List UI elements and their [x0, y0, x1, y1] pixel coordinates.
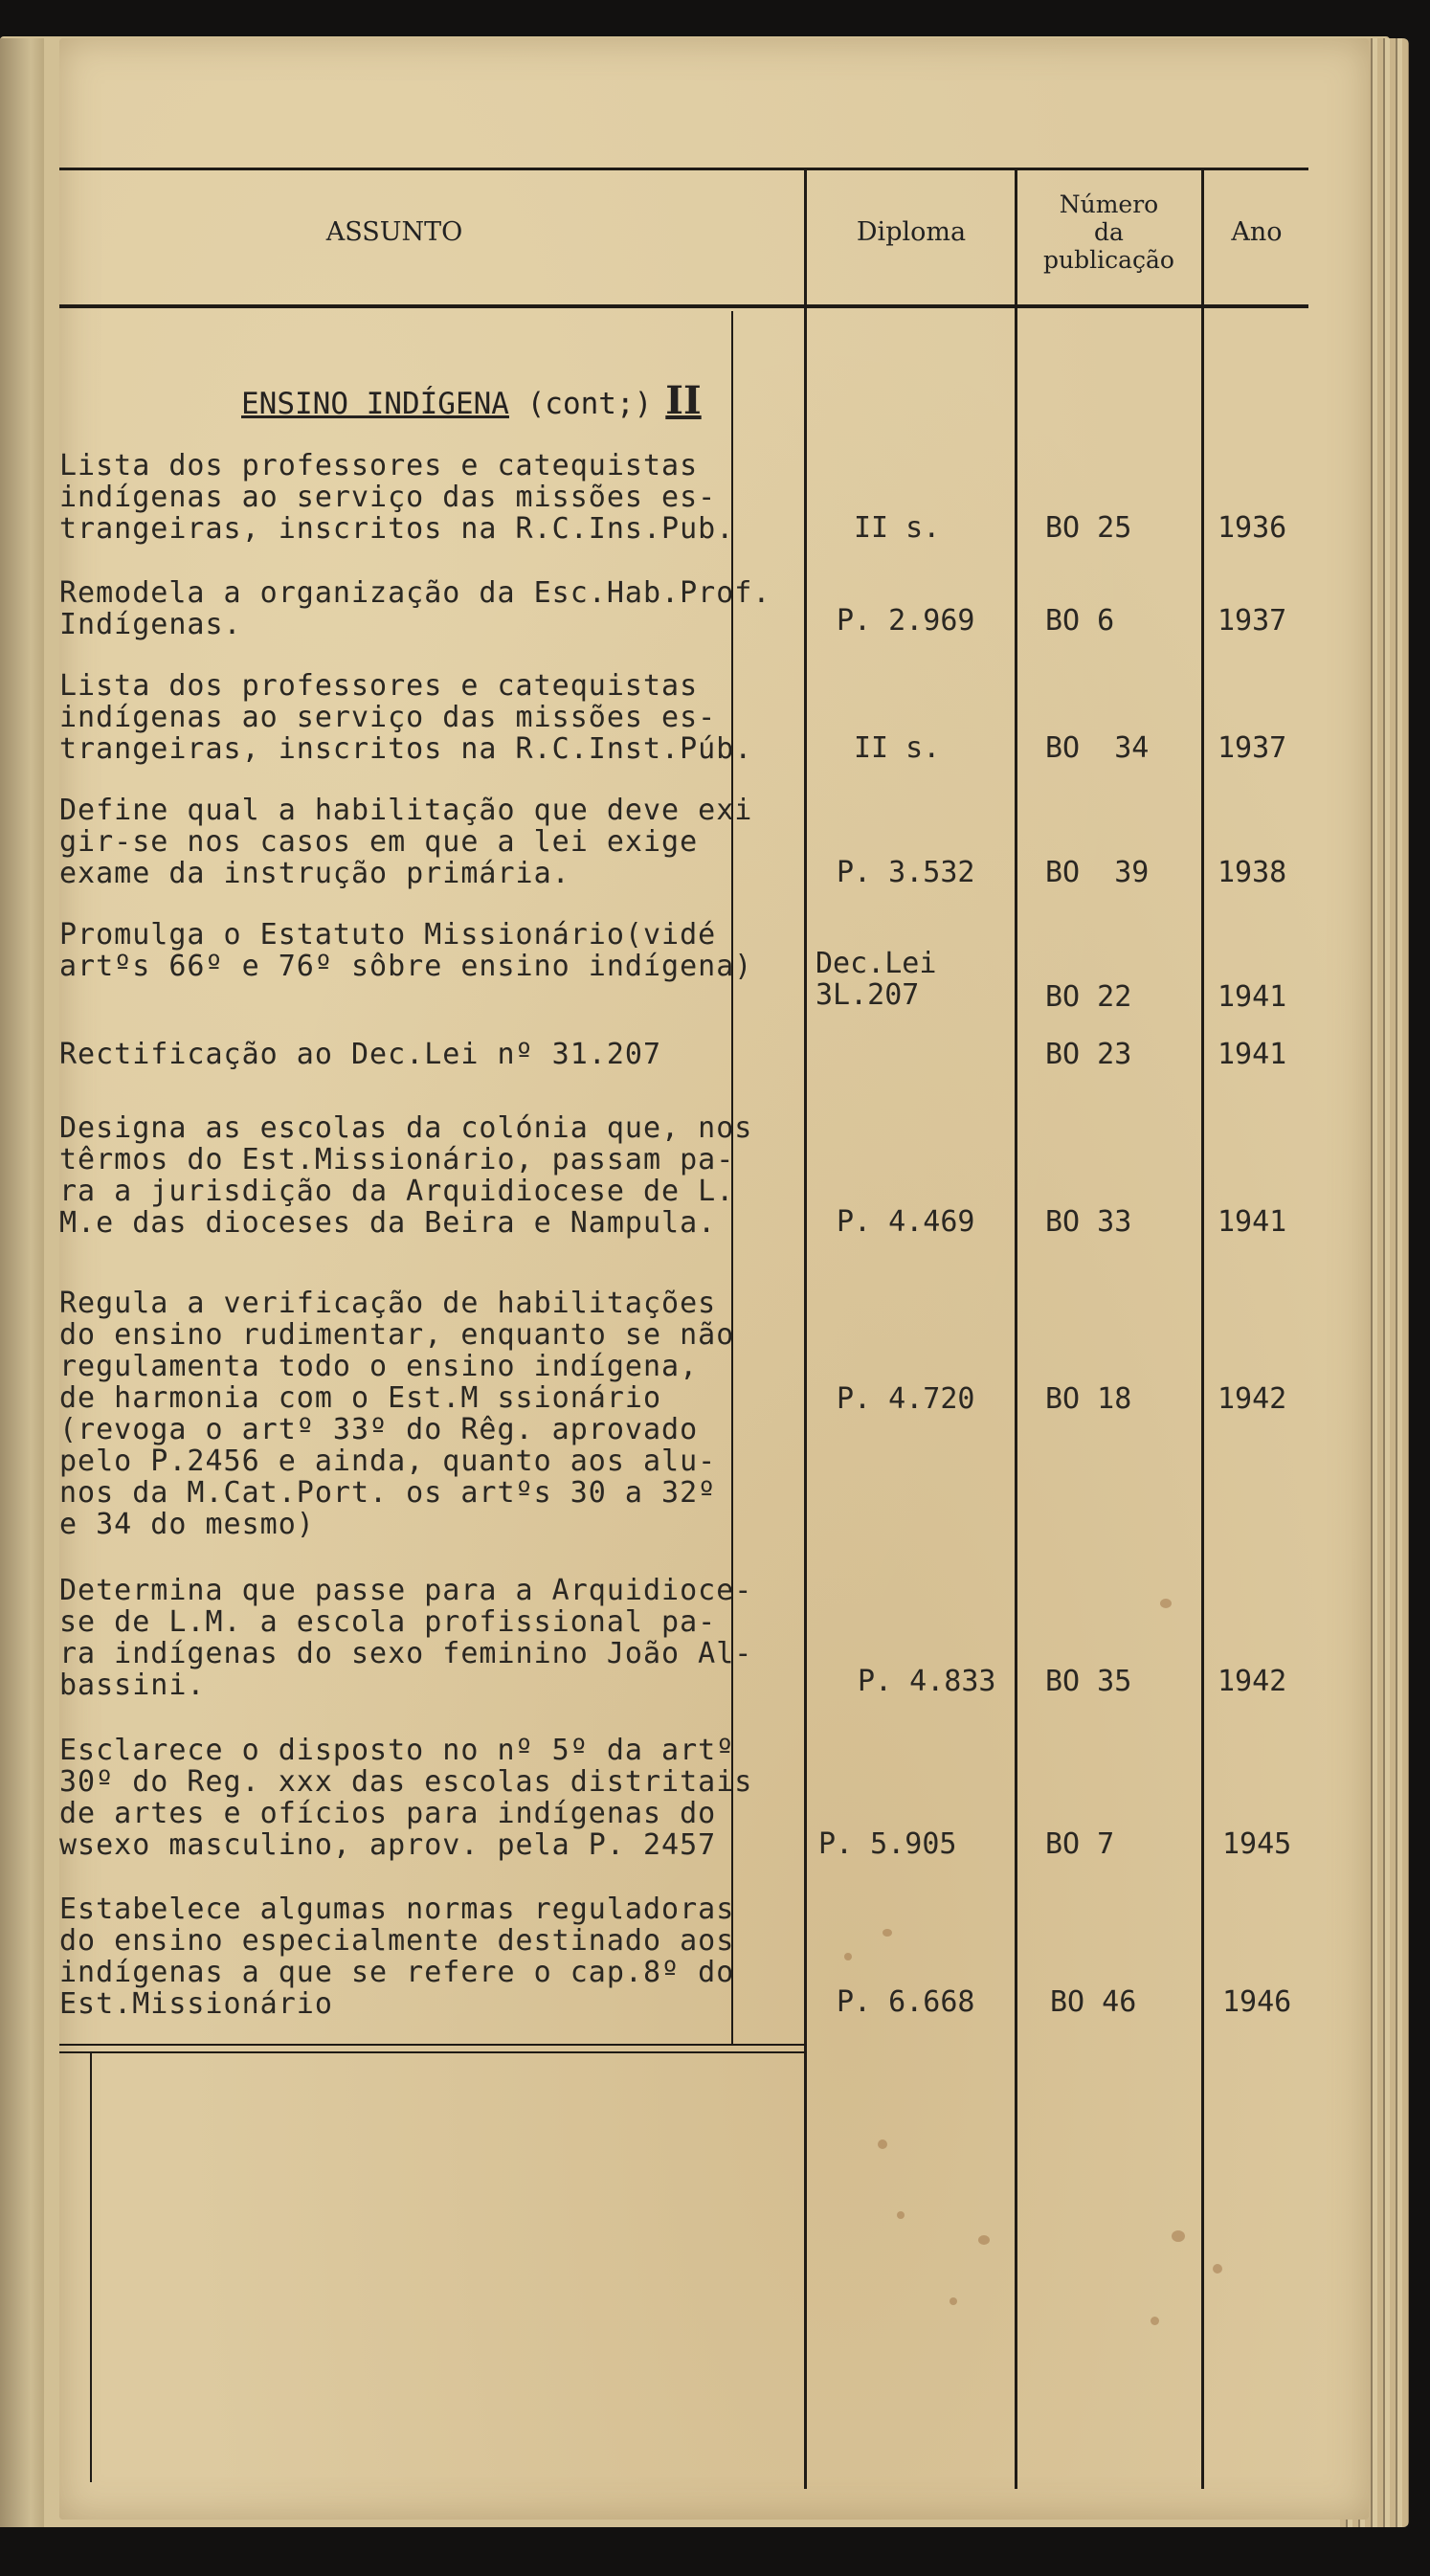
row-numero: BO 7: [1045, 1827, 1115, 1861]
stain-spot: [844, 1953, 852, 1960]
col-divider-diploma: [804, 170, 807, 2489]
row-diploma: P. 2.969: [837, 604, 975, 638]
row-numero: BO 39: [1045, 856, 1150, 889]
row-subject: Lista dos professores e catequistas indígenas ao serviço das missões es- trangeiras, inscritos na R.C.Ins.Pub.: [59, 449, 735, 546]
row-numero: BO 18: [1045, 1382, 1132, 1416]
col-divider-numero: [1015, 170, 1017, 2489]
row-ano: 1946: [1222, 1985, 1292, 2019]
row-ano: 1942: [1218, 1382, 1287, 1416]
stain-spot: [950, 2297, 957, 2305]
row-diploma: II s.: [854, 731, 941, 765]
row-diploma: P. 4.833: [858, 1665, 996, 1698]
row-subject: Estabelece algumas normas reguladoras do ensino especialmente destinado aos indígenas a que se refere o cap.8º do Est.Missionário: [59, 1893, 735, 2021]
row-numero: BO 23: [1045, 1038, 1132, 1071]
row-subject: Regula a verificação de habilitações do ensino rudimentar, enquanto se não regulamenta todo o ensino indígena, de harmonia com o Est.M ssionário (revoga o artº 33º do Rêg. aprovado pelo P.2456 e ainda, quanto aos alu- nos da M.Cat.Port. os artºs 30 a 32º e 34 do mesmo): [59, 1287, 735, 1541]
row-subject: Promulga o Estatuto Missionário(vidé artºs 66º e 76º sôbre ensino indígena): [59, 918, 753, 983]
table-end-rule: [59, 2044, 806, 2046]
row-diploma: II s.: [854, 511, 941, 545]
row-ano: 1938: [1218, 856, 1287, 889]
row-ano: 1941: [1218, 1205, 1287, 1239]
row-numero: BO 22: [1045, 980, 1132, 1014]
stain-spot: [1160, 1599, 1172, 1608]
row-diploma: P. 4.469: [837, 1205, 975, 1239]
header-bottom-rule: [59, 304, 1308, 308]
row-subject: Rectificação ao Dec.Lei nº 31.207: [59, 1038, 662, 1071]
row-ano: 1941: [1218, 980, 1287, 1014]
row-ano: 1936: [1218, 511, 1287, 545]
stain-spot: [1172, 2230, 1185, 2242]
row-numero: BO 35: [1045, 1665, 1132, 1698]
binding-spine: [0, 38, 44, 2527]
row-diploma: P. 3.532: [837, 856, 975, 889]
section-title-text: ENSINO INDÍGENA: [241, 387, 509, 421]
top-rule: [59, 168, 1308, 170]
row-numero: BO 25: [1045, 511, 1132, 545]
row-ano: 1942: [1218, 1665, 1287, 1698]
row-diploma: P. 6.668: [837, 1985, 975, 2019]
stain-spot: [1213, 2264, 1222, 2274]
header-numero-line1: Número: [1059, 190, 1159, 218]
row-ano: 1941: [1218, 1038, 1287, 1071]
ledger-page: [59, 38, 1369, 2520]
header-diploma: Diploma: [856, 217, 967, 247]
header-ano: Ano: [1231, 217, 1283, 247]
margin-rule: [90, 2051, 92, 2482]
row-subject: Define qual a habilitação que deve exi gir-se nos casos em que a lei exige exame da instrução primária.: [59, 794, 753, 890]
row-numero: BO 6: [1045, 604, 1115, 638]
row-diploma: P. 5.905: [818, 1827, 957, 1861]
row-numero: BO 33: [1045, 1205, 1132, 1239]
section-roman-numeral: II: [665, 378, 702, 423]
stain-spot: [978, 2235, 990, 2245]
row-subject: Remodela a organização da Esc.Hab.Prof. Indígenas.: [59, 576, 771, 641]
col-divider-ano: [1201, 170, 1204, 2489]
row-ano: 1937: [1218, 604, 1287, 638]
header-assunto: ASSUNTO: [325, 217, 463, 247]
row-diploma: P. 4.720: [837, 1382, 975, 1416]
table-end-rule-2: [59, 2051, 806, 2053]
row-numero: BO 46: [1050, 1985, 1137, 2019]
stain-spot: [1151, 2317, 1159, 2325]
section-title-suffix: (cont;): [526, 387, 653, 421]
section-title: [241, 378, 702, 423]
stain-spot: [878, 2139, 887, 2149]
header-numero-line2: da: [1094, 217, 1124, 246]
row-ano: 1937: [1218, 731, 1287, 765]
stain-spot: [897, 2211, 905, 2219]
header-numero-line3: publicação: [1043, 245, 1174, 274]
row-subject: Determina que passe para a Arquidioce- se de L.M. a escola profissional pa- ra indígenas do sexo feminino João Al- bassini.: [59, 1574, 753, 1702]
header-numero: [1017, 191, 1201, 274]
row-diploma: Dec.Lei 3L.207: [816, 947, 937, 1012]
row-subject: Lista dos professores e catequistas indígenas ao serviço das missões es- trangeiras, inscritos na R.C.Inst.Púb.: [59, 669, 753, 766]
row-subject: Esclarece o disposto no nº 5º da artº 30º do Reg. xxx das escolas distritais de artes e ofícios para indígenas do wsexo masculino, aprov. pela P. 2457: [59, 1734, 753, 1862]
row-numero: BO 34: [1045, 731, 1150, 765]
row-subject: Designa as escolas da colónia que, nos têrmos do Est.Missionário, passam pa- ra a jurisdição da Arquidiocese de L. M.e das dioceses da Beira e Nampula.: [59, 1111, 753, 1240]
stain-spot: [883, 1929, 892, 1937]
row-ano: 1945: [1222, 1827, 1292, 1861]
